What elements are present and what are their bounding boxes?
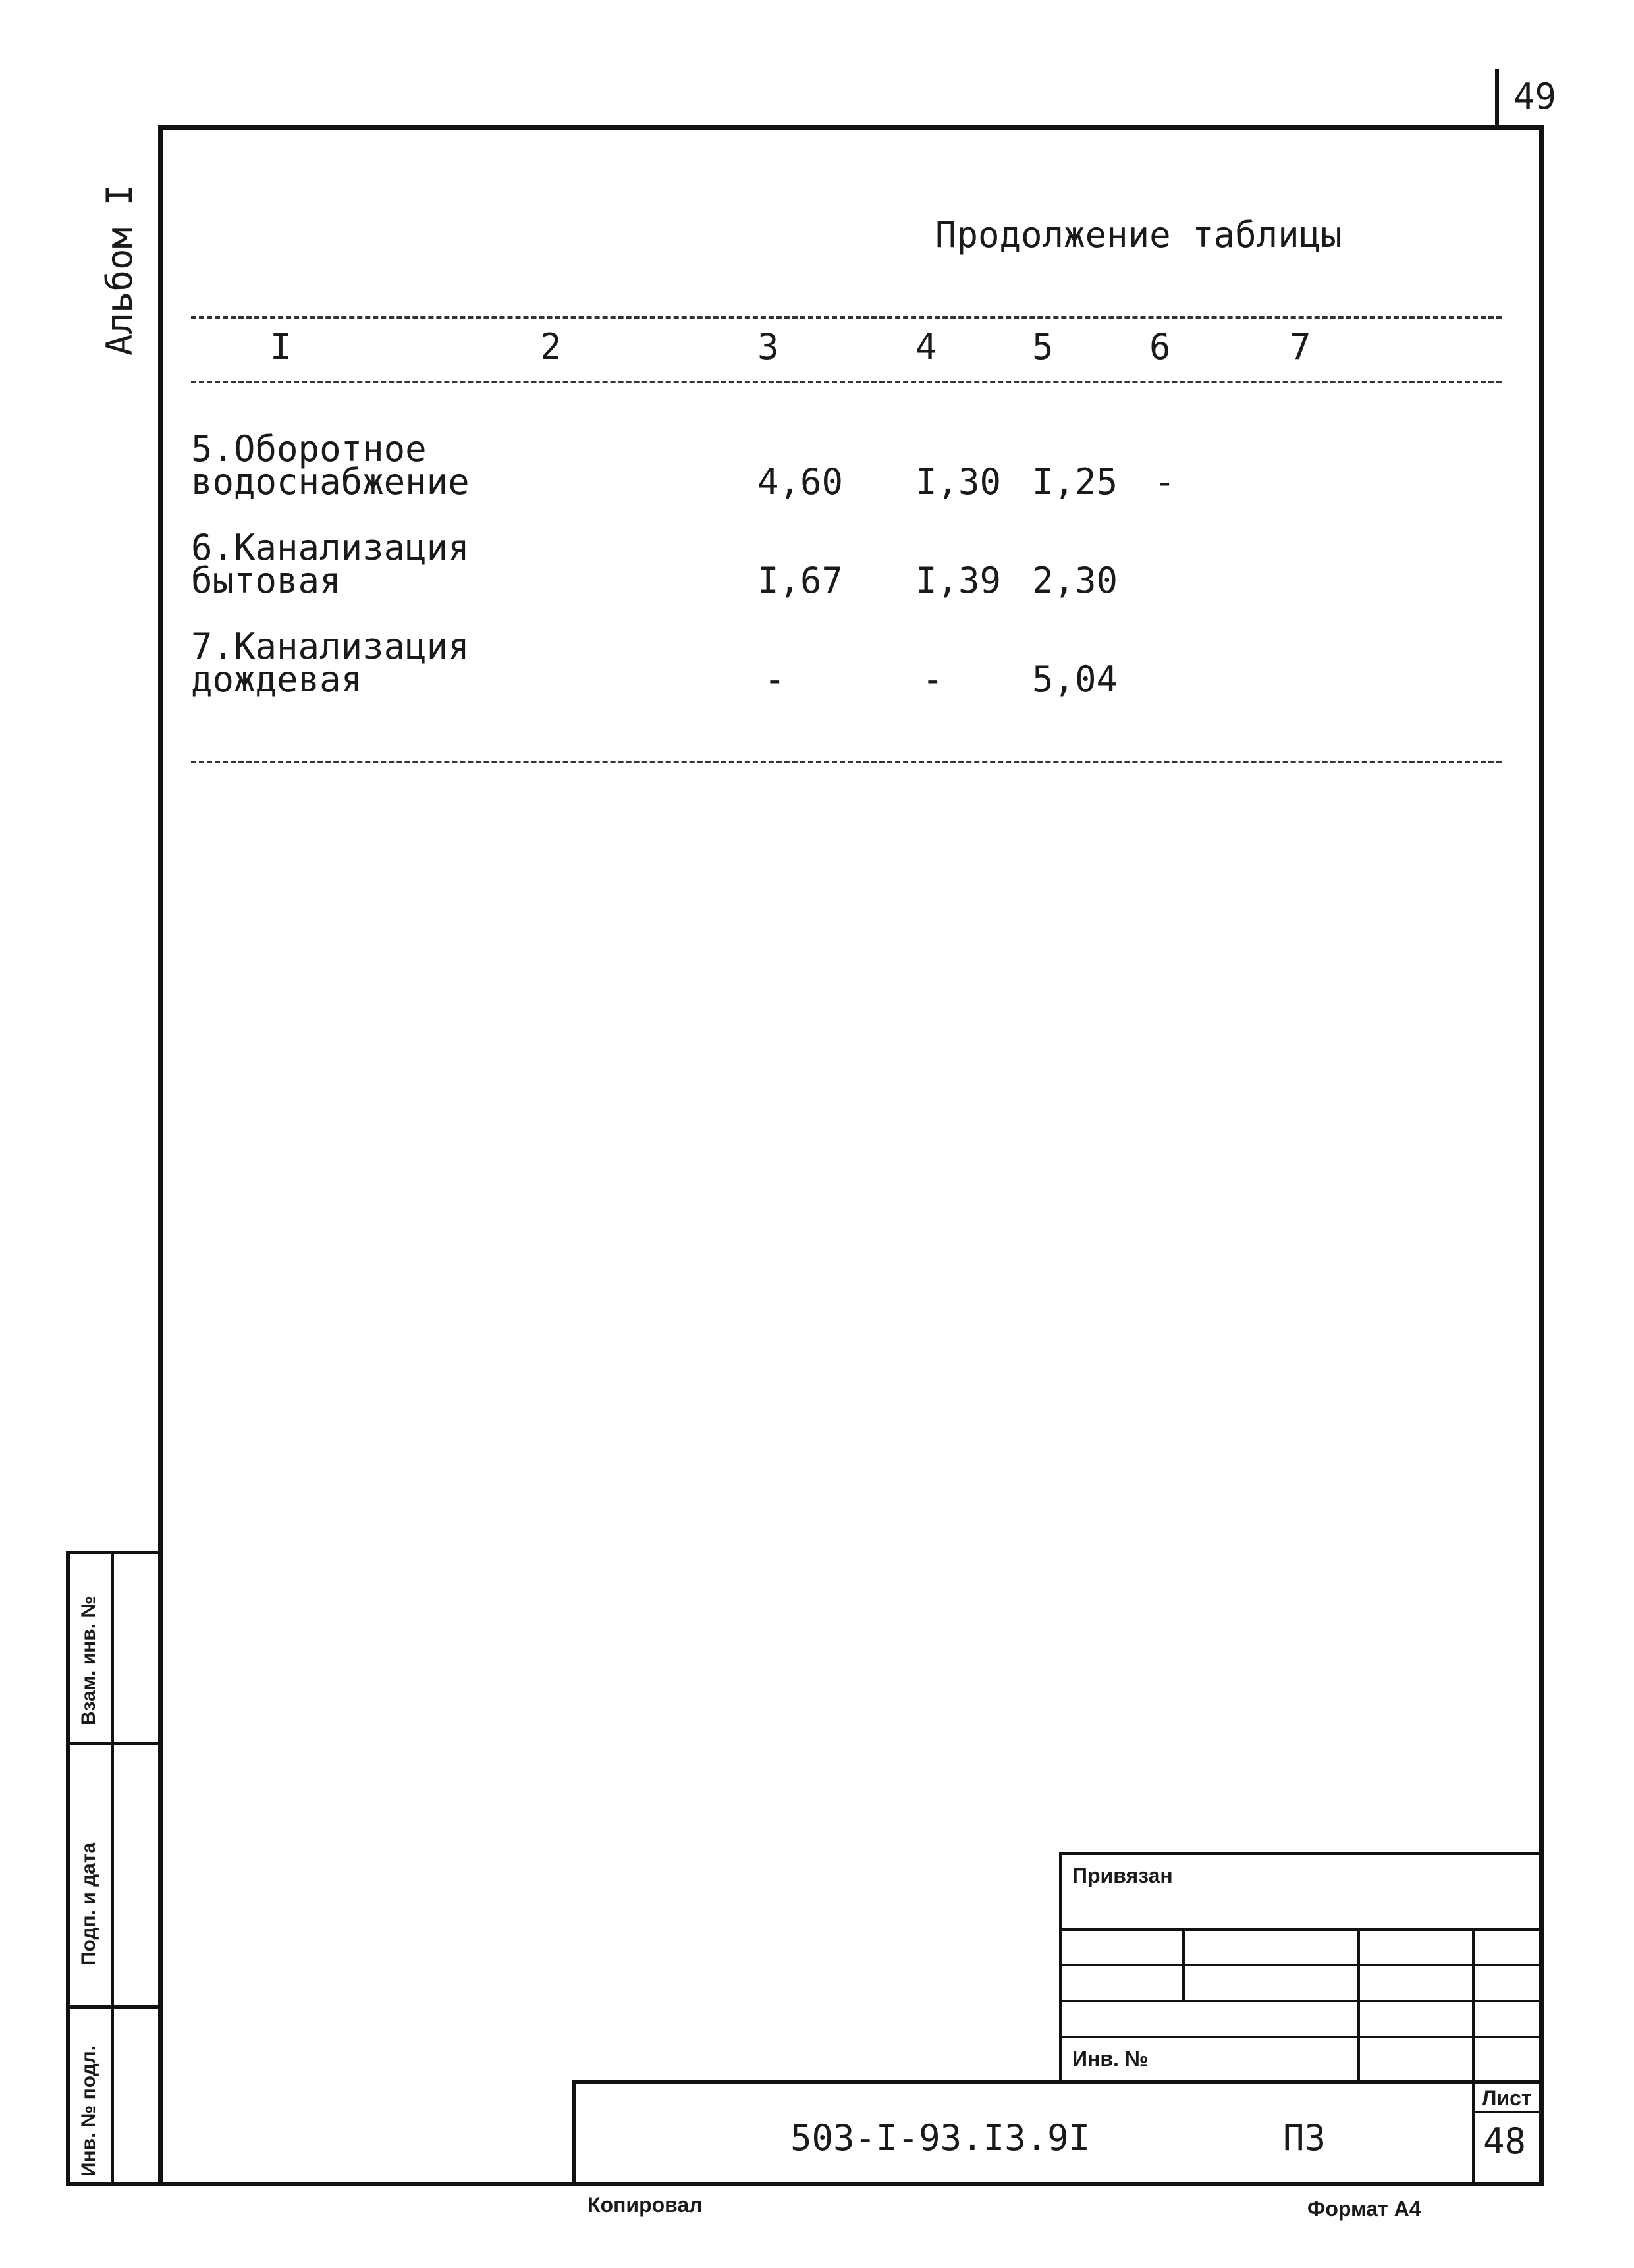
privyazan-label: Привязан bbox=[1072, 1864, 1173, 1887]
frame-bottom bbox=[66, 2182, 1544, 2186]
table-top-rule bbox=[191, 316, 1502, 319]
cell-col5: I,25 bbox=[1032, 461, 1118, 502]
row-name-line1: 7.Канализация bbox=[191, 626, 470, 667]
col-header-5: 5 bbox=[1032, 326, 1054, 367]
col-header-6: 6 bbox=[1149, 326, 1171, 367]
stamp-inv-podl: Инв. № подл. bbox=[78, 2045, 99, 2176]
cell-col5: 2,30 bbox=[1032, 560, 1118, 601]
cell-col4: - bbox=[922, 659, 944, 700]
row-name-line1: 6.Канализация bbox=[191, 527, 470, 568]
col-header-4: 4 bbox=[915, 326, 937, 367]
stamp-vzam: Взам. инв. № bbox=[78, 1596, 99, 1725]
table-header-rule bbox=[191, 381, 1502, 383]
cell-col3: I,67 bbox=[757, 560, 844, 601]
cell-col4: I,39 bbox=[915, 560, 1002, 601]
cell-col5: 5,04 bbox=[1032, 659, 1118, 700]
stamp-podp: Подп. и дата bbox=[78, 1842, 99, 1966]
album-label: Альбом I bbox=[99, 184, 140, 356]
sheet-number: 48 bbox=[1483, 2120, 1527, 2162]
cell-col3: - bbox=[764, 659, 786, 700]
frame-right bbox=[1539, 125, 1544, 2186]
copied-label: Копировал bbox=[587, 2193, 703, 2217]
frame-left bbox=[158, 125, 163, 2186]
table-caption: Продолжение таблицы bbox=[935, 214, 1342, 256]
cell-col6: - bbox=[1154, 461, 1176, 502]
doc-type: ПЗ bbox=[1283, 2117, 1326, 2159]
col-header-7: 7 bbox=[1290, 326, 1311, 367]
row-name-line2: водоснабжение bbox=[191, 461, 470, 502]
doc-code: 503-I-93.I3.9I bbox=[790, 2117, 1091, 2159]
table-bottom-rule bbox=[191, 761, 1502, 763]
frame-top bbox=[158, 125, 1544, 130]
page-number: 49 bbox=[1513, 76, 1557, 117]
col-header-3: 3 bbox=[757, 326, 779, 367]
cell-col4: I,30 bbox=[915, 461, 1002, 502]
row-name-line2: бытовая bbox=[191, 560, 341, 601]
row-name-line1: 5.Оборотное bbox=[191, 428, 427, 470]
row-name-line2: дождевая bbox=[191, 659, 363, 700]
col-header-2: 2 bbox=[540, 326, 562, 367]
cell-col3: 4,60 bbox=[757, 461, 844, 502]
sheet-label: Лист bbox=[1482, 2086, 1532, 2110]
inv-no-label: Инв. № bbox=[1072, 2047, 1149, 2070]
col-header-1: I bbox=[270, 326, 292, 367]
format-label: Формат А4 bbox=[1307, 2197, 1421, 2221]
